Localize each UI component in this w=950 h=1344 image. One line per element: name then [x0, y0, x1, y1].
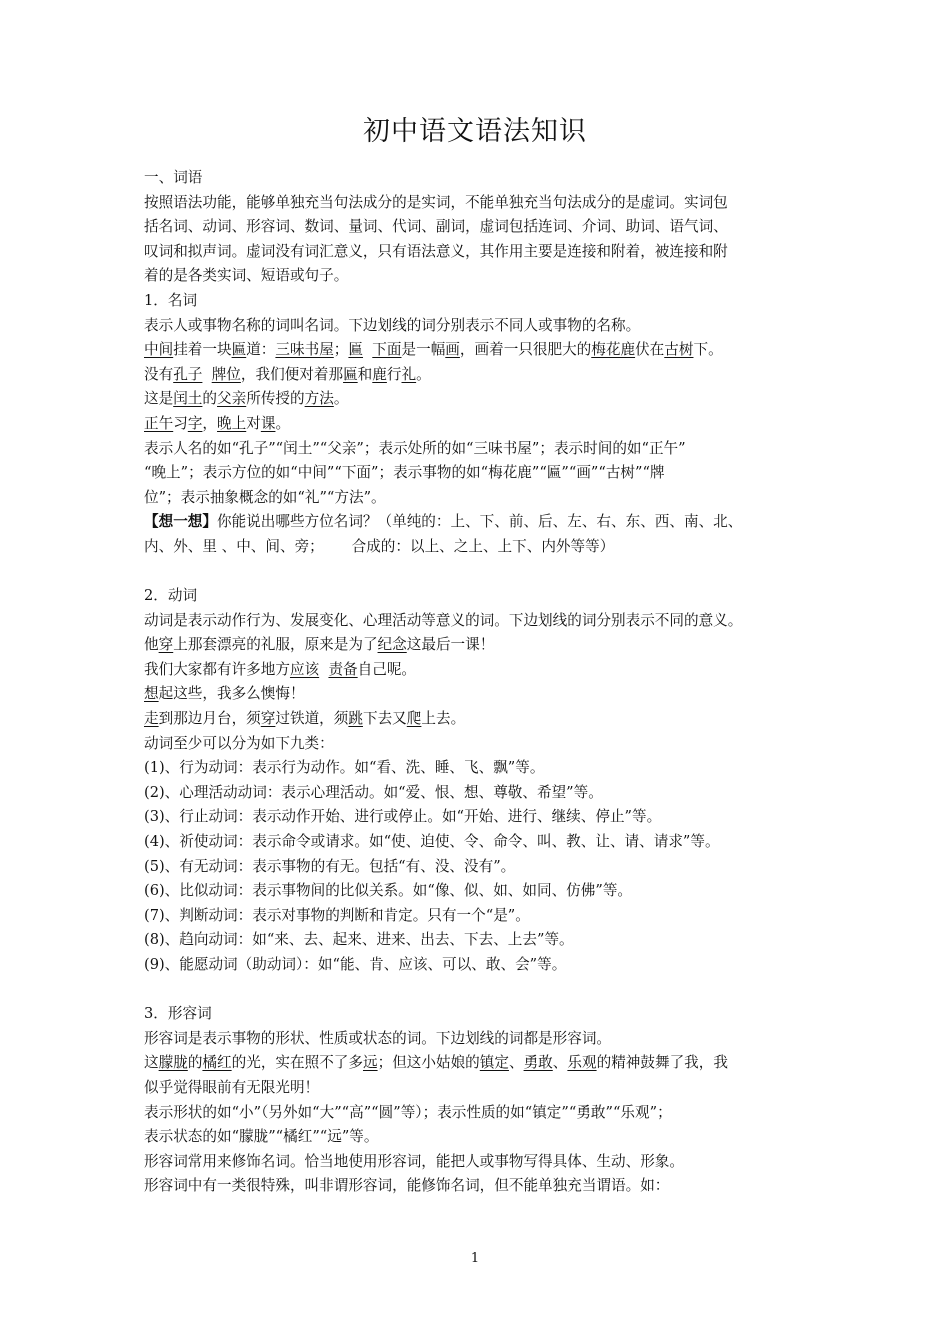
text-line: [144, 1174, 812, 1199]
underlined-word: 朦胧: [158, 1054, 188, 1072]
text-run: 内、外、里 、中、间、旁； 合成的：以上、之上、上下、内外等等）: [144, 537, 615, 555]
text-run: 起这些，我多么懊悔！: [158, 685, 305, 703]
page-number: 1: [470, 1251, 480, 1266]
text-run: 没有: [144, 365, 174, 383]
text-run: ，我们便对着那: [240, 365, 344, 383]
text-line: [144, 609, 812, 634]
underlined-word: 镇定: [479, 1054, 509, 1072]
text-run: (1)、行为动词：表示行为动作。如“看、洗、睡、飞、飘”等。: [144, 759, 545, 777]
underlined-word: 礼: [401, 365, 417, 383]
text-line: [144, 461, 812, 486]
text-run: 2．动词: [144, 587, 198, 605]
text-run: 位”；表示抽象概念的如“礼”“方法”。: [144, 488, 386, 506]
text-run: (8)、趋向动词：如“来、去、起来、进来、出去、下去、上去”等。: [144, 931, 574, 949]
text-run: 表示状态的如“朦胧”“橘红”“远”等。: [144, 1128, 379, 1146]
underlined-word: 想: [144, 685, 159, 703]
underlined-word: 应该: [289, 660, 320, 678]
text-run: 一、词语: [144, 169, 203, 186]
text-run: (5)、有无动词：表示事物的有无。包括“有、没、没有”。: [144, 857, 516, 875]
text-line: [144, 191, 812, 216]
text-run: 你能说出哪些方位名词？（单纯的：上、下、前、后、左、右、东、西、南、北、: [216, 513, 743, 531]
text-line: [144, 855, 812, 880]
text-run: 和: [357, 365, 373, 383]
text-line: [144, 633, 812, 658]
text-run: ；但这小姑娘的: [377, 1054, 480, 1072]
underlined-word: 匾: [348, 341, 364, 359]
text-run: 过铁道，须: [275, 710, 349, 728]
document-body: [144, 166, 812, 1199]
text-line: [144, 338, 812, 363]
underlined-word: 责备: [328, 660, 358, 678]
text-run: 的: [202, 390, 218, 408]
text-run: 自己呢。: [357, 660, 417, 678]
text-run: 表示人名的如“孔子”“闰土”“父亲”；表示处所的如“三味书屋”；表示时间的如“正午”: [144, 439, 686, 457]
text-line: [144, 264, 812, 289]
underlined-word: 匾: [231, 341, 247, 359]
text-run: 3．形容词: [144, 1005, 212, 1023]
text-line: [144, 387, 812, 412]
underlined-word: 鹿: [372, 365, 387, 383]
underlined-word: 父亲: [217, 390, 247, 408]
text-line: [144, 658, 812, 683]
text-run: 似乎觉得眼前有无限光明！: [144, 1078, 320, 1096]
text-line: [144, 1125, 812, 1150]
text-run: 是一幅: [401, 341, 446, 359]
underlined-word: 跳: [348, 710, 363, 728]
blank-line: [144, 560, 812, 585]
underlined-word: 正午: [144, 414, 174, 432]
underlined-word: 方法: [304, 390, 334, 408]
text-run: ；: [333, 341, 349, 359]
text-run: 。: [275, 414, 291, 432]
underlined-word: 匾: [343, 365, 358, 383]
text-line: [144, 879, 812, 904]
text-run: ，: [202, 414, 218, 432]
text-run: ，画着一只很肥大的: [459, 341, 592, 359]
text-run: 伏在: [635, 341, 665, 359]
text-run: 他: [144, 636, 159, 654]
underlined-word: 穿: [260, 710, 276, 728]
text-line: [144, 1101, 812, 1126]
text-line: [144, 1150, 812, 1175]
text-run: 所传授的: [246, 390, 305, 408]
text-run: 。: [416, 365, 431, 383]
underlined-word: 晚上: [217, 414, 247, 432]
text-run: (7)、判断动词：表示对事物的判断和肯定。只有一个“是”。: [144, 906, 530, 924]
text-run: 动词是表示动作行为、发展变化、心理活动等意义的词。下边划线的词分别表示不同的意义。: [144, 611, 743, 629]
text-run: 括名词、动词、形容词、数词、量词、代词、副词，虚词包括连词、介词、助词、语气词、: [144, 218, 728, 236]
text-run: (2)、心理活动动词：表示心理活动。如“爱、恨、想、尊敬、希望”等。: [144, 783, 603, 801]
text-run: 上去。: [421, 710, 466, 728]
text-run: 对: [246, 414, 261, 432]
text-line: [144, 215, 812, 240]
text-run: 形容词常用来修饰名词。恰当地使用形容词，能把人或事物写得具体、生动、形象。: [144, 1152, 684, 1170]
underlined-word: 纪念: [377, 636, 407, 654]
text-run: 按照语法功能，能够单独充当句法成分的是实词，不能单独充当句法成分的是虚词。实词包: [144, 193, 728, 211]
text-line: [144, 682, 812, 707]
text-line: [144, 1051, 812, 1076]
text-run: [363, 341, 372, 358]
underlined-word: 课: [260, 414, 276, 432]
text-line: [144, 314, 812, 339]
text-line: [144, 830, 812, 855]
text-run: 的精神鼓舞了我，我: [596, 1054, 728, 1072]
underlined-word: 乐观: [567, 1054, 597, 1072]
text-run: (9)、能愿动词（助动词）：如“能、肯、应该、可以、敢、会”等。: [144, 956, 567, 973]
text-run: 下去又: [362, 710, 407, 728]
text-line: [144, 805, 812, 830]
text-line: [144, 486, 812, 511]
underlined-word: 三味书屋: [275, 341, 334, 359]
underlined-word: 中间: [144, 341, 174, 359]
text-run: 挂着一块: [173, 341, 232, 359]
text-run: 表示人或事物名称的词叫名词。下边划线的词分别表示不同人或事物的名称。: [144, 316, 641, 334]
text-line: [144, 240, 812, 265]
text-line: [144, 510, 812, 535]
text-run: (4)、祈使动词：表示命令或请求。如“使、迫使、令、命令、叫、教、让、请、请求”等。: [144, 833, 720, 851]
text-run: 叹词和拟声词。虚词没有词汇意义，只有语法意义，其作用主要是连接和附着，被连接和附: [144, 242, 728, 260]
underlined-word: 远: [362, 1054, 378, 1072]
text-line: [144, 289, 812, 314]
text-line: [144, 535, 812, 560]
text-run: 、: [552, 1054, 568, 1072]
underlined-word: 下面: [372, 341, 402, 359]
underlined-word: 橘红: [202, 1054, 232, 1072]
text-line: [144, 781, 812, 806]
underlined-word: 孔子: [173, 365, 203, 383]
text-line: [144, 928, 812, 953]
text-line: [144, 732, 812, 757]
text-run: 形容词中有一类很特殊，叫非谓形容词，能修饰名词，但不能单独充当谓语。如：: [144, 1177, 670, 1195]
text-run: (6)、比似动词：表示事物间的比似关系。如“像、似、如、如同、仿佛”等。: [144, 882, 633, 900]
underlined-word: 闰土: [173, 390, 203, 408]
bold-label: 【想一想】: [144, 513, 217, 531]
text-run: 形容词是表示事物的形状、性质或状态的词。下边划线的词都是形容词。: [144, 1029, 612, 1047]
text-run: 下。: [693, 341, 723, 359]
text-run: 、: [508, 1054, 524, 1072]
blank-line: [144, 978, 812, 1003]
text-run: 着的是各类实词、短语或句子。: [144, 267, 349, 285]
text-run: 。: [333, 390, 349, 408]
text-line: [144, 953, 812, 978]
text-run: 这是: [144, 390, 174, 408]
text-line: [144, 166, 812, 191]
text-line: [144, 1076, 812, 1101]
underlined-word: 爬: [406, 710, 422, 728]
text-run: 这: [144, 1054, 159, 1072]
text-run: 道：: [246, 341, 276, 359]
text-run: 行: [386, 365, 402, 383]
document-title: 初中语文语法知识: [363, 116, 587, 147]
text-run: 我们大家都有许多地方: [144, 660, 290, 678]
text-run: 的光，实在照不了多: [231, 1054, 363, 1072]
underlined-word: 走: [144, 710, 159, 728]
text-run: 动词至少可以分为如下九类：: [144, 734, 334, 752]
text-run: 1．名词: [144, 291, 198, 309]
text-run: 这最后一课！: [406, 636, 495, 654]
underlined-word: 牌位: [211, 365, 241, 383]
text-line: [144, 363, 812, 388]
text-line: [144, 584, 812, 609]
text-line: [144, 707, 812, 732]
text-run: (3)、行止动词：表示动作开始、进行或停止。如“开始、进行、继续、停止”等。: [144, 808, 662, 826]
text-run: 到那边月台，须: [158, 710, 261, 728]
underlined-word: 古树: [664, 341, 694, 359]
underlined-word: 画: [445, 341, 460, 359]
text-line: [144, 756, 812, 781]
text-run: “晚上”；表示方位的如“中间”“下面”；表示事物的如“梅花鹿”“匾”“画”“古树”“牌: [144, 464, 665, 482]
text-line: [144, 1002, 812, 1027]
text-run: 习: [173, 414, 188, 432]
text-line: [144, 437, 812, 462]
text-line: [144, 412, 812, 437]
underlined-word: 勇敢: [523, 1054, 553, 1072]
text-run: 的: [187, 1054, 203, 1072]
text-line: [144, 904, 812, 929]
text-run: [202, 366, 211, 383]
text-run: 表示形状的如“小”（另外如“大”“高”“圆”等）；表示性质的如“镇定”“勇敢”“乐观”；: [144, 1103, 672, 1121]
underlined-word: 穿: [158, 636, 174, 654]
text-run: 上那套漂亮的礼服，原来是为了: [173, 636, 378, 654]
text-line: [144, 1027, 812, 1052]
underlined-word: 字: [187, 414, 203, 432]
underlined-word: 梅花鹿: [591, 341, 636, 359]
